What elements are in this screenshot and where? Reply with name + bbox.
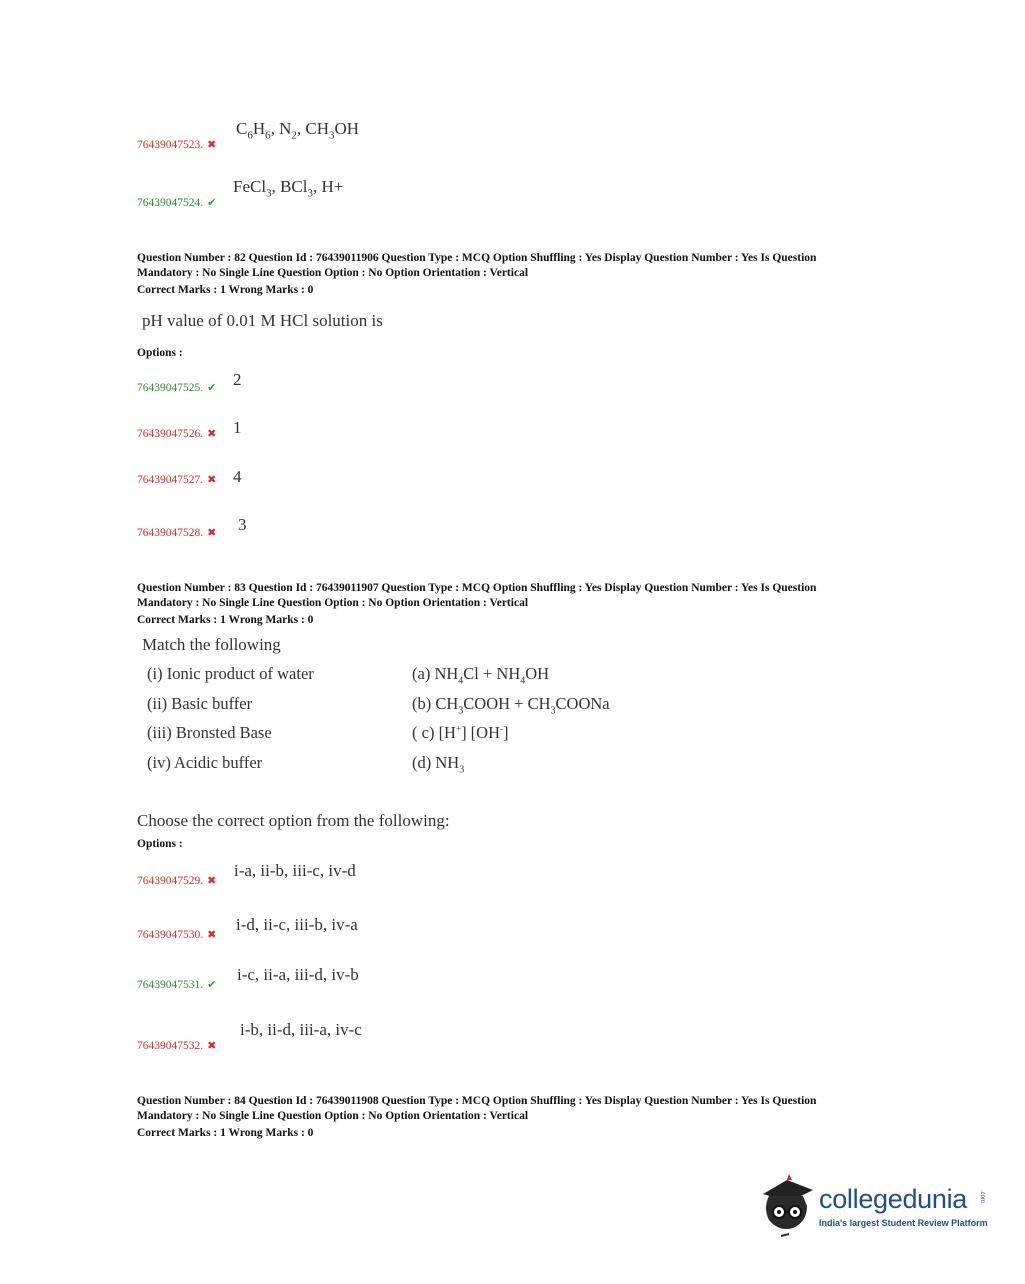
question-meta: Question Number : 83 Question Id : 76439011907 Question Type : MCQ Option Shuffling : Yes Display Question Number : Yes Is Question Mandatory : No Single Line Question Option : No Option Orientation : Vertical — [137, 582, 817, 609]
match-right-item: (a) $NH_4Cl + NH_4OH$ — [412, 664, 550, 687]
match-right-item: (b) $CH_3COOH$ + $CH_3COONa$ — [412, 694, 610, 717]
correct-icon: ✔ — [207, 382, 217, 394]
match-left-item: (iv) Acidic buffer — [147, 753, 263, 772]
question-text: Match the following — [142, 635, 281, 654]
option-text: 1 — [233, 418, 242, 437]
match-left-item: (iii) Bronsted Base — [147, 723, 272, 742]
option-text: i-c, ii-a, iii-d, iv-b — [237, 965, 359, 984]
wrong-icon: ✖ — [207, 139, 217, 151]
wrong-icon: ✖ — [207, 428, 217, 440]
instruction-text: Choose the correct option from the following: — [137, 811, 450, 830]
logo-name: collegedunia — [819, 1184, 968, 1214]
option-text: 2 — [233, 370, 242, 389]
mascot-icon — [759, 1172, 817, 1238]
option-id: 76439047523. ✖ — [137, 139, 217, 151]
option-text: i-b, ii-d, iii-a, iv-c — [240, 1020, 362, 1039]
options-label: Options : — [137, 347, 183, 359]
correct-icon: ✔ — [207, 979, 217, 991]
option-id: 76439047529. ✖ — [137, 875, 217, 887]
option-id: 76439047525. ✔ — [137, 382, 217, 394]
logo-tagline: India's largest Student Review Platform — [819, 1218, 988, 1228]
option-text: FeCl$_3$, BCl$_3$, H+ — [233, 177, 344, 200]
option-text: i-d, ii-c, iii-b, iv-a — [236, 915, 358, 934]
wrong-icon: ✖ — [207, 929, 217, 941]
option-id: 76439047531. ✔ — [137, 979, 217, 991]
question-marks: Correct Marks : 1 Wrong Marks : 0 — [137, 614, 314, 626]
options-label: Options : — [137, 838, 183, 850]
question-meta: Question Number : 84 Question Id : 76439011908 Question Type : MCQ Option Shuffling : Yes Display Question Number : Yes Is Question Mandatory : No Single Line Question Option : No Option Orientation : Vertical — [137, 1095, 817, 1122]
match-right-item: ( c) [H+] [OH-] — [412, 723, 509, 742]
option-text: 4 — [233, 467, 242, 486]
option-text: $C_6H_6$, $N_2$, $CH_3OH$ — [236, 119, 360, 142]
match-left-item: (i) Ionic product of water — [147, 664, 314, 683]
question-text: pH value of 0.01 M HCl solution is — [142, 311, 383, 330]
option-id: 76439047532. ✖ — [137, 1040, 217, 1052]
wrong-icon: ✖ — [207, 474, 217, 486]
collegedunia-logo — [759, 1172, 989, 1244]
option-id: 76439047526. ✖ — [137, 428, 217, 440]
correct-icon: ✔ — [207, 197, 217, 209]
option-id: 76439047530. ✖ — [137, 929, 217, 941]
option-text: i-a, ii-b, iii-c, iv-d — [234, 861, 356, 880]
question-marks: Correct Marks : 1 Wrong Marks : 0 — [137, 1127, 314, 1139]
logo-com: .com — [979, 1190, 985, 1204]
wrong-icon: ✖ — [207, 875, 217, 887]
question-meta: Question Number : 82 Question Id : 76439011906 Question Type : MCQ Option Shuffling : Yes Display Question Number : Yes Is Question Mandatory : No Single Line Question Option : No Option Orientation : Vertical — [137, 252, 817, 279]
option-id: 76439047527. ✖ — [137, 474, 217, 486]
question-marks: Correct Marks : 1 Wrong Marks : 0 — [137, 284, 314, 296]
wrong-icon: ✖ — [207, 527, 217, 539]
option-id: 76439047528. ✖ — [137, 527, 217, 539]
match-left-item: (ii) Basic buffer — [147, 694, 253, 713]
match-right-item: (d) $NH_3$ — [412, 753, 465, 776]
option-text: 3 — [238, 515, 247, 534]
option-id: 76439047524. ✔ — [137, 197, 217, 209]
wrong-icon: ✖ — [207, 1040, 217, 1052]
